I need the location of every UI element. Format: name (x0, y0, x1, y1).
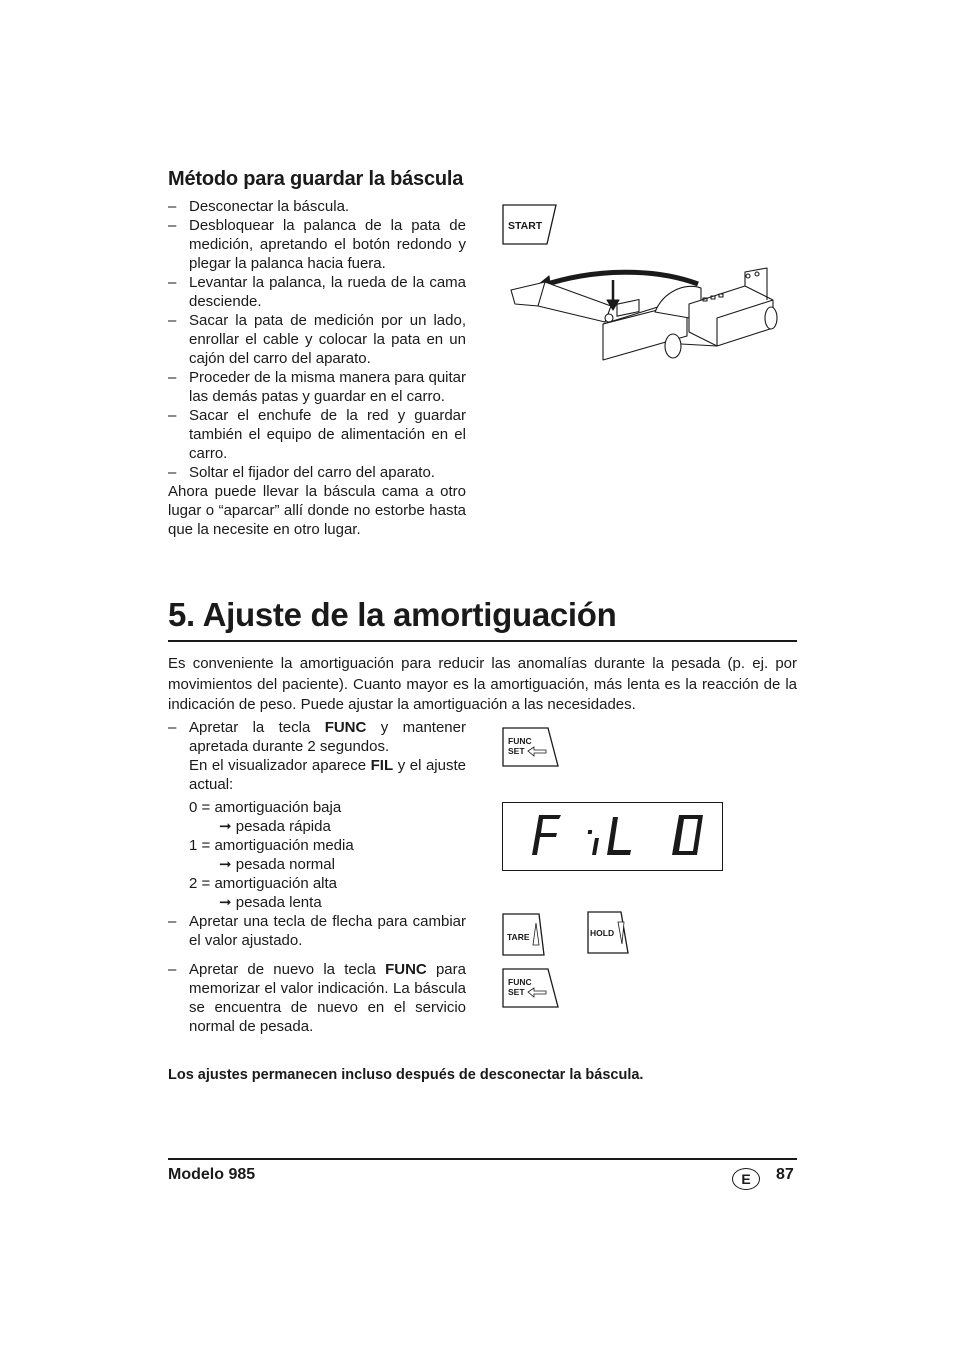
func-key-ref: FUNC (324, 719, 367, 736)
arrow-right-icon: ➞ (219, 818, 232, 835)
svg-text:FUNC: FUNC (508, 977, 532, 987)
list-item: – Apretar la tecla FUNC y mantener apretada durante 2 segundos. En el visualizador aparece FIL y el ajuste actual: (168, 718, 466, 794)
tare-key-icon (502, 913, 548, 957)
closing-paragraph: Ahora puede llevar la báscula cama a otro lugar o “aparcar” allí donde no estorbe hasta que la necesite en otro lugar. (168, 483, 466, 538)
lcd-display (502, 802, 723, 871)
list-item: – Desconectar la báscula. (168, 197, 466, 216)
footer-rule (168, 1158, 797, 1160)
svg-text:SET: SET (508, 746, 525, 756)
hold-key-icon (587, 911, 633, 955)
list-item: – Desbloquear la palanca de la pata de medición, apretando el botón redondo y plegar la palanca hacia fuera. (168, 216, 466, 273)
damping-steps (168, 718, 466, 1036)
list-item: – Proceder de la misma manera para quitar las demás patas y guardar en el carro. (168, 368, 466, 406)
heading-rule (168, 640, 797, 642)
model-name: Modelo 985 (168, 1166, 256, 1183)
list-item: – Apretar de nuevo la tecla FUNC para memorizar el valor indicación. La báscula se encuentra de nuevo en el servicio normal de pesada. (168, 960, 466, 1036)
func-key-ref: FUNC (385, 961, 427, 978)
list-item: – Apretar una tecla de flecha para cambiar el valor ajustado. (168, 912, 466, 950)
intro-paragraph: Es conveniente la amortiguación para reducir las anomalías durante la pesada (p. ej. por movimientos del paciente). Cuanto mayor es la amortiguación, más lenta es la reacción de la indicación de peso. Puede ajustar la amortiguación a las necesidades. (168, 655, 797, 713)
list-item: – Sacar la pata de medición por un lado, enrollar el cable y colocar la pata en un cajón del carro del aparato. (168, 311, 466, 368)
func-set-key-icon (502, 727, 562, 769)
seven-segment-icon (503, 803, 722, 870)
arrow-right-icon: ➞ (219, 856, 232, 873)
option-item: 2 = amortiguación alta (189, 875, 338, 892)
section-heading-storage: Método para guardar la báscula (168, 168, 464, 190)
fil-ref: FIL (370, 757, 394, 774)
start-key-label: START (508, 220, 543, 232)
svg-text:FUNC: FUNC (508, 736, 532, 746)
settings-note: Los ajustes permanecen incluso después de desconectar la báscula. (168, 1067, 644, 1083)
list-item: – Sacar el enchufe de la red y guardar también el equipo de alimentación en el carro. (168, 406, 466, 463)
svg-text:SET: SET (508, 987, 525, 997)
list-item: – Levantar la palanca, la rueda de la cama desciende. (168, 273, 466, 311)
option-result: ➞ pesada normal (219, 856, 335, 873)
storage-steps (168, 197, 466, 539)
func-set-key-icon (502, 968, 562, 1010)
svg-text:TARE: TARE (507, 932, 530, 942)
option-result: ➞ pesada rápida (219, 818, 331, 835)
start-key-icon (502, 204, 560, 246)
option-item: 1 = amortiguación media (189, 837, 354, 854)
svg-text:HOLD: HOLD (590, 928, 615, 938)
section-heading-damping: 5. Ajuste de la amortiguación (168, 596, 617, 633)
arrow-right-icon: ➞ (219, 894, 232, 911)
option-result: ➞ pesada lenta (219, 894, 322, 911)
list-item: – Soltar el fijador del carro del aparato. (168, 463, 466, 482)
page-number: 87 (776, 1166, 794, 1183)
option-item: 0 = amortiguación baja (189, 799, 342, 816)
language-badge: E (732, 1168, 760, 1190)
scale-leg-illustration (505, 262, 785, 367)
